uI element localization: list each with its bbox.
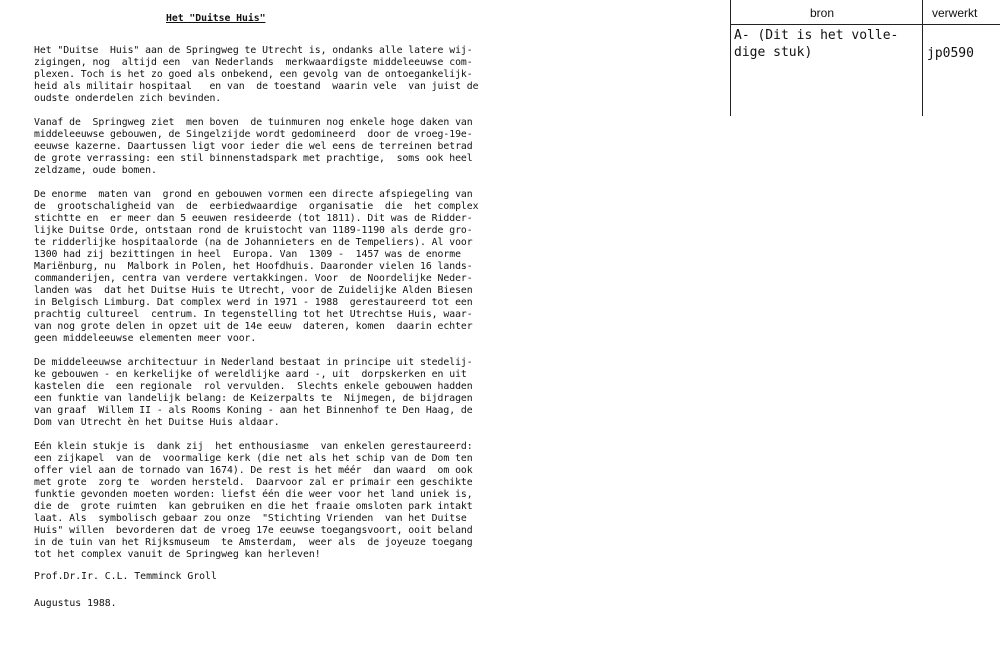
text-line: funktie gevonden moeten worden: liefst één die weer voor het land uniek is, — [34, 489, 473, 500]
text-line: plexen. Toch is het zo goed als onbekend, een gevolg van de ontoegankelijk- — [34, 69, 473, 80]
text-line: met grote zorg te worden hersteld. Daarvoor zal er primair een geschikte — [34, 477, 473, 488]
text-line: middeleeuwse gebouwen, de Singelzijde wordt gedomineerd door de vroeg-19e- — [34, 129, 473, 140]
bron-cell-line: A- (Dit is het volle- — [734, 28, 899, 43]
paragraph-4 — [34, 357, 480, 429]
text-line: offer viel aan de tornado van 1674). De rest is het méér dan waard om ook — [34, 465, 473, 476]
text-line: Huis" willen bevorderen dat de vroeg 17e eeuwse toegangsvoort, ooit beland — [34, 525, 473, 536]
text-line: in Belgisch Limburg. Dat complex werd in 1971 - 1988 gerestaureerd tot een — [34, 297, 473, 308]
text-line: Het "Duitse Huis" aan de Springweg te Utrecht is, ondanks alle latere wij- — [34, 45, 473, 56]
text-line: te ridderlijke hospitaalorde (na de Johannieters en de Tempeliers). Al voor — [34, 237, 473, 248]
text-line: laat. Als symbolisch gebaar zou onze "Stichting Vrienden van het Duitse — [34, 513, 467, 524]
paragraph-5 — [34, 441, 480, 561]
text-line: eeuwse kazerne. Daartussen ligt voor ieder die wel eens de terreinen betrad — [34, 141, 473, 152]
column-header-verwerkt: verwerkt — [932, 6, 978, 20]
text-line: een zijkapel van de voormalige kerk (die net als het schip van de Dom ten — [34, 453, 473, 464]
text-line: commanderijen, centra van verdere vertakkingen. Voor de Noordelijke Neder- — [34, 273, 473, 284]
text-line: in de tuin van het Rijksmuseum te Amsterdam, weer als de joyeuze toegang — [34, 537, 473, 548]
paragraph-2 — [34, 117, 480, 177]
text-line: stichtte en er meer dan 5 eeuwen resideerde (tot 1811). Dit was de Ridder- — [34, 213, 473, 224]
text-line: zigingen, nog altijd een van Nederlands merkwaardigste middeleeuwse com- — [34, 57, 473, 68]
paragraph-1 — [34, 45, 480, 105]
document-body — [34, 13, 480, 573]
verwerkt-cell: jp0590 — [927, 46, 974, 61]
bron-cell-line: dige stuk) — [734, 45, 813, 60]
paragraph-3 — [34, 189, 480, 345]
text-line: heid als militair hospitaal en van de toestand waarin vele van juist de — [34, 81, 479, 92]
text-line: zeldzame, oude bomen. — [34, 165, 157, 176]
text-line: Dom van Utrecht èn het Duitse Huis aldaar. — [34, 417, 280, 428]
text-line: de grote verrassing: een stil binnenstadspark met prachtige, soms ook heel — [34, 153, 473, 164]
text-line: van graaf Willem II - als Rooms Koning - aan het Binnenhof te Den Haag, de — [34, 405, 473, 416]
text-line: van nog grote delen in opzet uit de 14e eeuw dateren, komen daarin echter — [34, 321, 473, 332]
text-line: kastelen die een regionale rol vervulden. Slechts enkele gebouwen hadden — [34, 381, 473, 392]
column-header-bron: bron — [810, 6, 835, 20]
text-line: ke gebouwen - en kerkelijke of wereldlijke aard -, uit dorpskerken en uit — [34, 369, 467, 380]
text-line: de grootschaligheid van de eerbiedwaardige organisatie die het complex — [34, 201, 479, 212]
text-line: geen middeleeuwse elementen meer voor. — [34, 333, 257, 344]
table-border-left — [730, 0, 731, 116]
text-line: oudste onderdelen zich bevinden. — [34, 93, 222, 104]
text-line: landen was dat het Duitse Huis te Utrecht, voor de Zuidelijke Alden Biesen — [34, 285, 473, 296]
text-line: Mariënburg, nu Malbork in Polen, het Hoofdhuis. Daaronder vielen 16 lands- — [34, 261, 473, 272]
text-line: een funktie van landelijk belang: de Keizerpalts te Nijmegen, de bijdragen — [34, 393, 473, 404]
text-line: tot het complex vanuit de Springweg kan herleven! — [34, 549, 321, 560]
text-line: die de grote ruimten kan gebruiken en die het fraaie omsloten park intakt — [34, 501, 473, 512]
source-table — [730, 0, 1000, 116]
signature: Prof.Dr.Ir. C.L. Temminck Groll — [34, 571, 217, 582]
text-line: Vanaf de Springweg ziet men boven de tuinmuren nog enkele hoge daken van — [34, 117, 473, 128]
text-line: De enorme maten van grond en gebouwen vormen een directe afspiegeling van — [34, 189, 473, 200]
table-column-divider — [922, 0, 923, 116]
text-line: lijke Duitse Orde, ontstaan rond de kruistocht van 1189-1190 als derde gro- — [34, 225, 473, 236]
text-line: prachtig cultureel centrum. In tegenstelling tot het Utrechtse Huis, waar- — [34, 309, 473, 320]
document-title: Het "Duitse Huis" — [166, 13, 266, 24]
document-date: Augustus 1988. — [34, 598, 117, 609]
table-header-divider — [730, 24, 1000, 25]
text-line: De middeleeuwse architectuur in Nederland bestaat in principe uit stedelij- — [34, 357, 473, 368]
text-line: Eén klein stukje is dank zij het enthousiasme van enkelen gerestaureerd: — [34, 441, 473, 452]
text-line: 1300 had zij bezittingen in heel Europa. Van 1309 - 1457 was de enorme — [34, 249, 461, 260]
